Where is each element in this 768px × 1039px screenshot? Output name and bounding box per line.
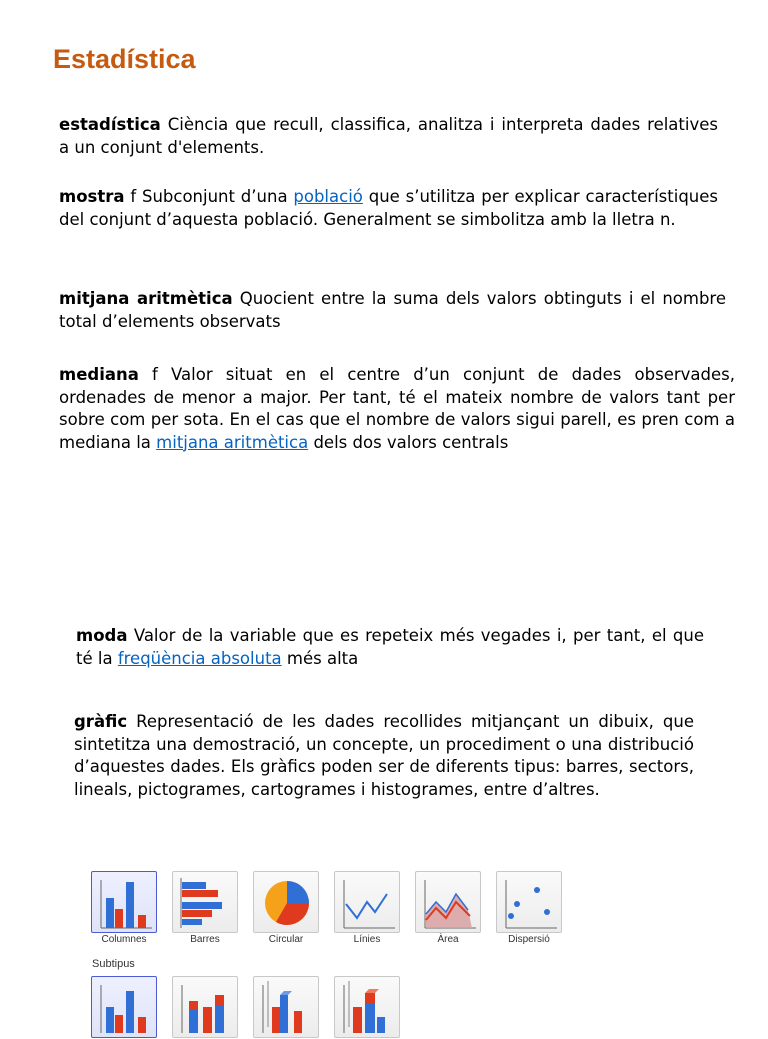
3d-stacked-column-icon (335, 977, 401, 1039)
link-poblacio[interactable]: població (293, 187, 363, 206)
term-mediana: mediana (59, 365, 139, 384)
definition-grafic (74, 711, 694, 801)
definition-text: f Subconjunt d’una (124, 187, 294, 206)
chart-type-dispersio[interactable] (496, 871, 562, 933)
subtypes-label: Subtipus (92, 958, 135, 970)
definition-estadistica (59, 114, 718, 159)
term-moda: moda (76, 626, 128, 645)
subtype-3d-stacked-column[interactable] (334, 976, 400, 1038)
definition-text: que s’utilitza per explicar característiques del conjunt d’aquesta població. Generalment se simbolitza amb la lletra n. (59, 187, 718, 229)
pie-chart-icon (254, 872, 320, 934)
chart-type-columnes[interactable] (91, 871, 157, 933)
definition-text: Valor de la variable que es repeteix més vegades i, per tant, el que té la (76, 626, 704, 668)
subtype-3d-column[interactable] (253, 976, 319, 1038)
definition-mostra (59, 186, 718, 231)
chart-type-label: Línies (353, 934, 381, 945)
chart-type-label: Circular (268, 934, 304, 945)
bar-chart-icon (173, 872, 239, 934)
definition-text: Quocient entre la suma dels valors obtinguts i el nombre total d’elements observats (59, 289, 726, 331)
chart-type-linies[interactable] (334, 871, 400, 933)
chart-type-circular[interactable] (253, 871, 319, 933)
3d-column-icon (254, 977, 320, 1039)
definition-text: més alta (281, 648, 359, 668)
definition-mitjana-aritmetica (59, 288, 726, 333)
column-chart-icon (92, 872, 158, 934)
chart-type-label: Columnes (101, 934, 147, 945)
term-estadistica: estadística (59, 115, 161, 134)
stacked-column-icon (173, 977, 239, 1039)
chart-type-label: Barres (190, 934, 220, 945)
subtype-stacked-column[interactable] (172, 976, 238, 1038)
term-grafic: gràfic (74, 712, 128, 731)
definition-moda (76, 625, 704, 670)
term-mitjana-aritmetica: mitjana aritmètica (59, 289, 233, 308)
clustered-column-icon (92, 977, 158, 1039)
link-mitjana-aritmetica[interactable]: mitjana aritmètica (156, 432, 309, 452)
definition-mediana (59, 364, 735, 454)
scatter-chart-icon (497, 872, 563, 934)
chart-type-label: Dispersió (508, 934, 550, 945)
link-frequencia-absoluta[interactable]: freqüència absoluta (117, 648, 282, 668)
chart-type-barres[interactable] (172, 871, 238, 933)
term-mostra: mostra (59, 187, 125, 206)
page-title: Estadística (53, 44, 196, 74)
definition-text: f Valor situat en el centre d’un conjunt de dades observades, ordenades de menor a major. Per tant, té el mateix nombre de valors tant per sobre com per sota. En el cas que el nombre de valors sigui parell, es pren com a mediana la (59, 365, 735, 452)
chart-type-label: Àrea (437, 934, 459, 945)
definition-text: Ciència que recull, classifica, analitza i interpreta dades relatives a un conjunt d'elements. (59, 115, 718, 157)
definition-text: dels dos valors centrals (308, 432, 509, 452)
subtype-clustered-column[interactable] (91, 976, 157, 1038)
line-chart-icon (335, 872, 401, 934)
definition-text: Representació de les dades recollides mitjançant un dibuix, que sintetitza una demostració, un concepte, un procediment o una distribució d’aquestes dades. Els gràfics poden ser de diferents tipus: barres, sectors, lineals, pictogrames, cartogrames i histogrames, entre d’altres. (74, 712, 694, 799)
chart-type-area[interactable] (415, 871, 481, 933)
area-chart-icon (416, 872, 482, 934)
